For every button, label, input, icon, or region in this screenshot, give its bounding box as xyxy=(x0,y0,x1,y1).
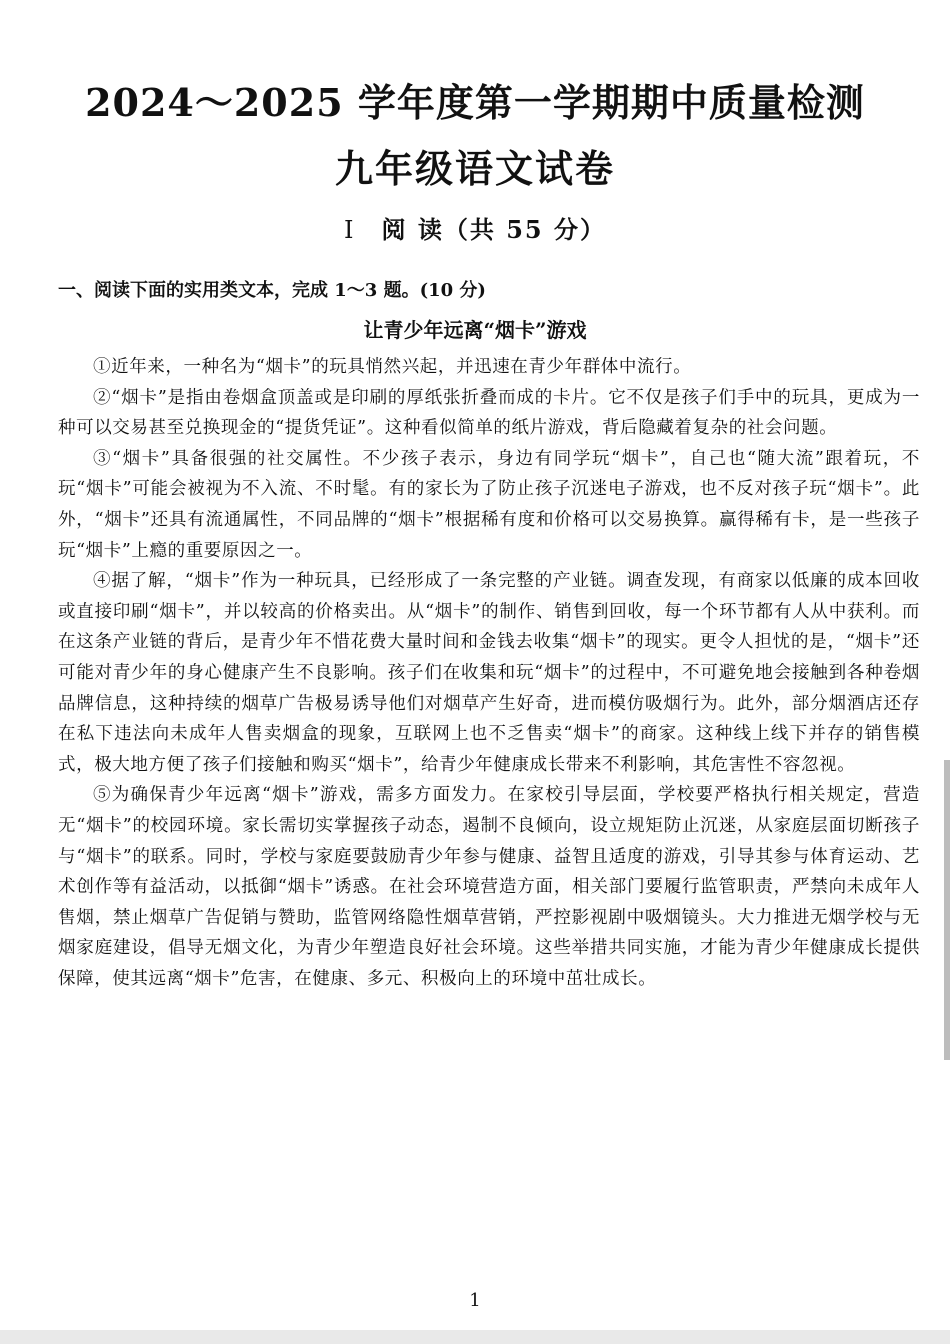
scan-shadow-edge xyxy=(944,760,950,1060)
exam-subtitle: 九年级语文试卷 xyxy=(334,146,615,191)
paragraph-1: ①近年来，一种名为“烟卡”的玩具悄然兴起，并迅速在青少年群体中流行。 xyxy=(93,357,692,377)
page-number: 1 xyxy=(469,1290,481,1311)
paragraph-4: ④据了解，“烟卡”作为一种玩具，已经形成了一条完整的产业链。调查发现，有商家以低廉的成本回收或直接印刷“烟卡”，并以较高的价格卖出。从“烟卡”的制作、销售到回收，每一个环节都有人从中获利。而在这条产业链的背后，是青少年不惜花费大量时间和金钱去收集“烟卡”的现实。更令人担忧的是，“烟卡”还可能对青少年的身心健康产生不良影响。孩子们在收集和玩“烟卡”的过程中，不可避免地会接触到各种卷烟品牌信息，这种持续的烟草广告极易诱导他们对烟草产生好奇，进而模仿吸烟行为。此外，部分烟酒店还存在私下违法向未成年人售卖烟盒的现象，互联网上也不乏售卖“烟卡”的商家。这种线上线下并存的销售模式，极大地方便了孩子们接触和购买“烟卡”，给青少年健康成长带来不利影响，其危害性不容忽视。 xyxy=(58,571,920,775)
paragraph-5: ⑤为确保青少年远离“烟卡”游戏，需多方面发力。在家校引导层面，学校要严格执行相关规定，营造无“烟卡”的校园环境。家长需切实掌握孩子动态，遏制不良倾向，设立规矩防止沉迷，从家庭层面切断孩子与“烟卡”的联系。同时，学校与家庭要鼓励青少年参与健康、益智且适度的游戏，引导其参与体育运动、艺术创作等有益活动，以抵御“烟卡”诱惑。在社会环境营造方面，相关部门要履行监管职责，严禁向未成年人售烟，禁止烟草广告促销与赞助，监管网络隐性烟草营销，严控影视剧中吸烟镜头。大力推进无烟学校与无烟家庭建设，倡导无烟文化，为青少年塑造良好社会环境。这些举措共同实施，才能为青少年健康成长提供保障，使其远离“烟卡”危害，在健康、多元、积极向上的环境中茁壮成长。 xyxy=(58,785,920,989)
exam-title: 2024～2025 学年度第一学期期中质量检测 xyxy=(85,80,865,125)
paragraph-3: ③“烟卡”具备很强的社交属性。不少孩子表示，身边有同学玩“烟卡”，自己也“随大流”跟着玩，不玩“烟卡”可能会被视为不入流、不时髦。有的家长为了防止孩子沉迷电子游戏，也不反对孩子玩“烟卡”。此外，“烟卡”还具有流通属性，不同品牌的“烟卡”根据稀有度和价格可以交易换算。赢得稀有卡，是一些孩子玩“烟卡”上瘾的重要原因之一。 xyxy=(58,448,920,561)
article-body xyxy=(58,352,920,994)
question-instruction: 一、阅读下面的实用类文本，完成 1～3 题。(10 分) xyxy=(58,280,486,301)
section-numeral: Ⅰ xyxy=(344,216,356,244)
scan-bottom-edge xyxy=(0,1330,950,1344)
section-title-text: 阅 读（共 55 分） xyxy=(381,215,606,244)
paragraph-2: ②“烟卡”是指由卷烟盒顶盖或是印刷的厚纸张折叠而成的卡片。它不仅是孩子们手中的玩具，更成为一种可以交易甚至兑换现金的“提货凭证”。这种看似简单的纸片游戏，背后隐藏着复杂的社会问题。 xyxy=(58,387,920,439)
section-heading xyxy=(0,210,950,245)
article-title: 让青少年远离“烟卡”游戏 xyxy=(363,318,587,342)
